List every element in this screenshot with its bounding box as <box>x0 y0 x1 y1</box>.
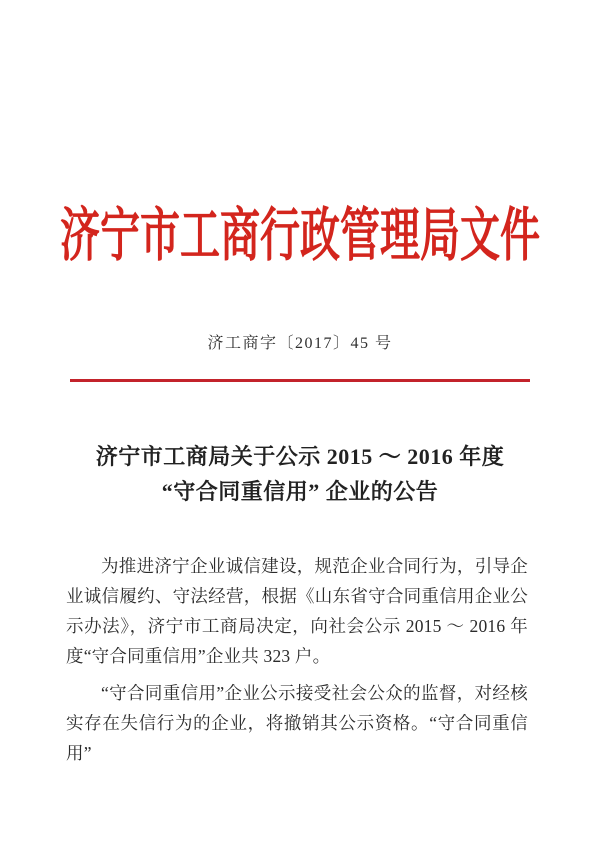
letterhead-title: 济宁市工商行政管理局文件 <box>60 202 540 268</box>
document-body <box>66 551 528 768</box>
document-reference-number: 济工商字〔2017〕45 号 <box>207 335 393 352</box>
announcement-title <box>0 439 600 509</box>
announcement-title-line1: 济宁市工商局关于公示 2015 ～ 2016 年度 <box>95 444 505 469</box>
body-paragraph-1: 为推进济宁企业诚信建设，规范企业合同行为，引导企业诚信履约、守法经营，根据《山东省守合同重信用企业公示办法》，济宁市工商局决定，向社会公示 2015 ～ 2016 年度“守合同重信用”企业共 323 户。 <box>66 556 528 666</box>
letterhead <box>0 202 600 268</box>
red-divider-rule <box>70 379 530 382</box>
announcement-title-line2: “守合同重信用” 企业的公告 <box>161 479 439 504</box>
body-paragraph-2: “守合同重信用”企业公示接受社会公众的监督，对经核实存在失信行为的企业，将撤销其公示资格。“守合同重信用” <box>66 683 528 763</box>
